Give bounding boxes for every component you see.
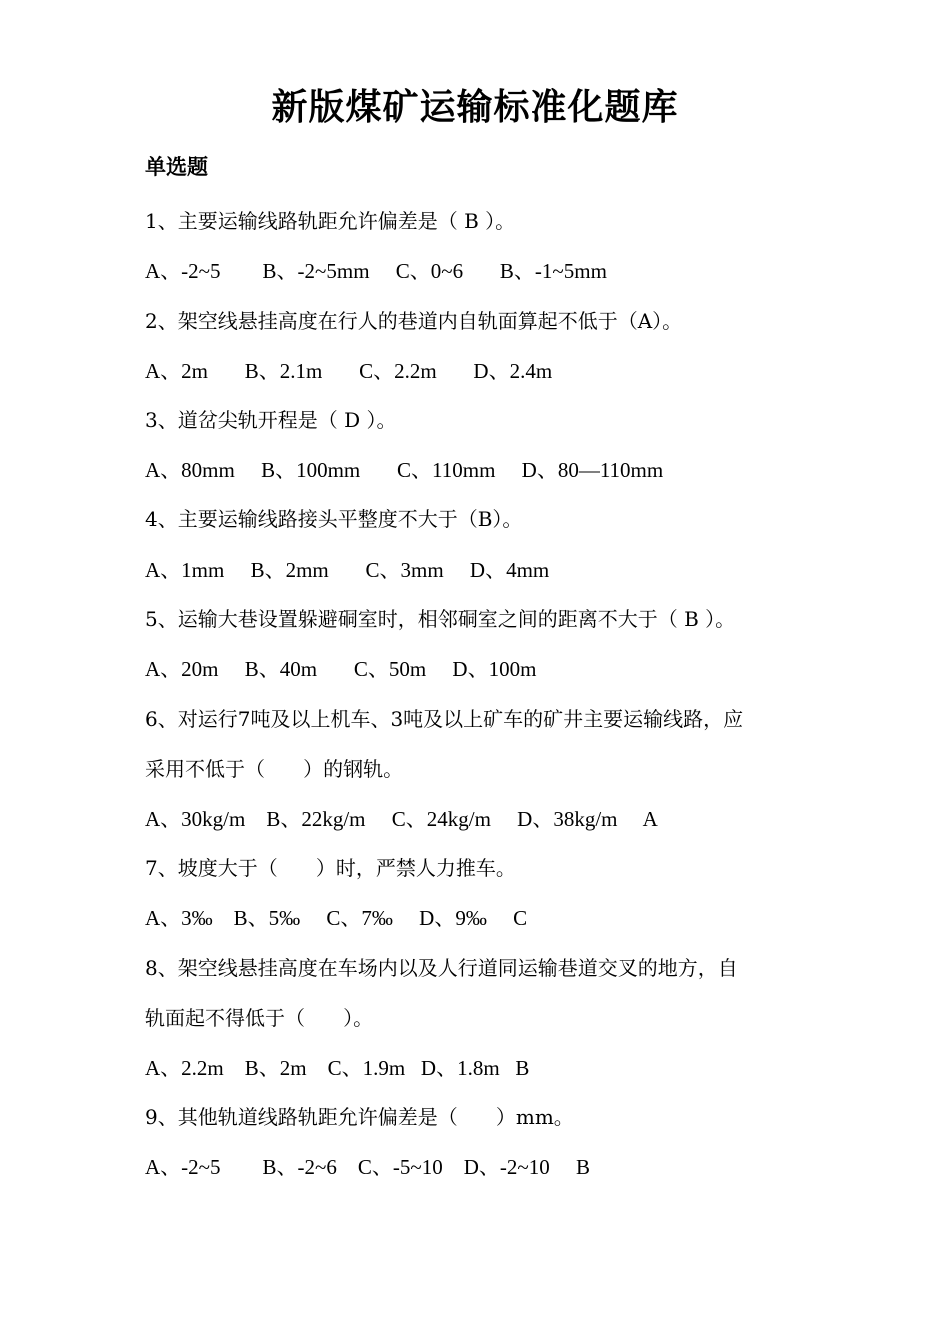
question-3: 3、道岔尖轨开程是（ D ）。 [145,408,397,432]
question-6-line-1: 6、对运行7吨及以上机车、3吨及以上矿车的矿井主要运输线路，应 [145,707,744,731]
question-7: 7、坡度大于（ ）时，严禁人力推车。 [145,856,516,880]
question-4: 4、主要运输线路接头平整度不大于（B）。 [145,507,523,531]
options-1: A、-2~5 B、-2~5mm C、0~6 B、-1~5mm [145,259,607,283]
question-8-line-1: 8、架空线悬挂高度在车场内以及人行道同运输巷道交叉的地方，自 [145,956,738,980]
question-8-line-2: 轨面起不得低于（ ）。 [145,1006,374,1030]
options-7: A、3‰ B、5‰ C、7‰ D、9‰ C [145,906,528,930]
question-1: 1、主要运输线路轨距允许偏差是（ B ）。 [145,209,516,233]
question-2: 2、架空线悬挂高度在行人的巷道内自轨面算起不低于（A）。 [145,309,683,333]
options-2: A、2m B、2.1m C、2.2m D、2.4m [145,359,553,383]
options-3: A、80mm B、100mm C、110mm D、80—110mm [145,458,664,482]
options-8: A、2.2m B、2m C、1.9m D、1.8m B [145,1056,530,1080]
question-9: 9、其他轨道线路轨距允许偏差是（ ）mm。 [145,1105,574,1129]
options-6: A、30kg/m B、22kg/m C、24kg/m D、38kg/m A [145,807,658,831]
options-5: A、20m B、40m C、50m D、100m [145,657,537,681]
section-heading: 单选题 [145,155,208,179]
question-6-line-2: 采用不低于（ ）的钢轨。 [145,757,404,781]
question-5: 5、运输大巷设置躲避硐室时，相邻硐室之间的距离不大于（ B ）。 [145,607,736,631]
options-9: A、-2~5 B、-2~6 C、-5~10 D、-2~10 B [145,1155,591,1179]
document-title: 新版煤矿运输标准化题库 [271,87,679,128]
options-4: A、1mm B、2mm C、3mm D、4mm [145,558,550,582]
